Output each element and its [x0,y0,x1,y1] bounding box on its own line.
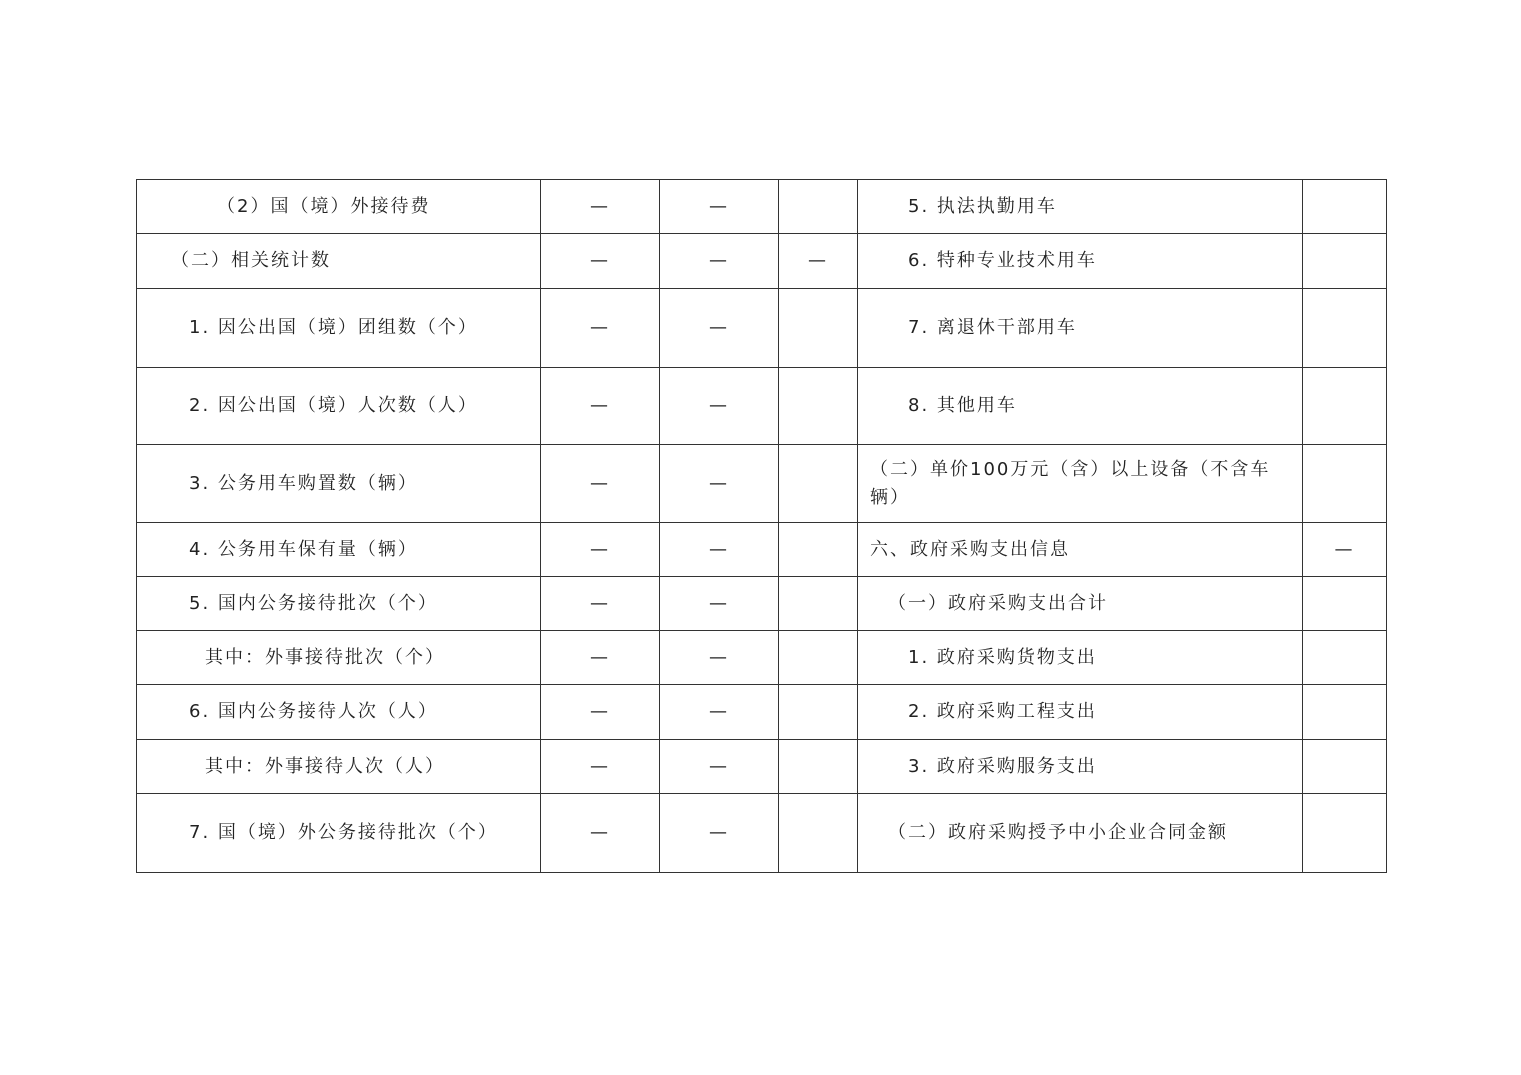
left-label-cell: 4. 公务用车保有量（辆） [137,523,541,577]
empty-cell [1303,794,1387,873]
right-label-cell: 6. 特种专业技术用车 [858,234,1303,289]
dash-cell: — [541,794,660,873]
empty-cell [1303,685,1387,740]
dash-cell: — [1303,523,1387,577]
table-row [137,523,1387,577]
statistics-table [136,179,1387,873]
table-row [137,685,1387,740]
table-row [137,180,1387,234]
dash-cell: — [660,368,779,445]
table-row [137,577,1387,631]
dash-cell: — [541,180,660,234]
left-label-cell: 6. 国内公务接待人次（人） [137,685,541,740]
dash-cell: — [541,631,660,685]
right-label-cell: 8. 其他用车 [858,368,1303,445]
dash-cell: — [541,685,660,740]
dash-cell: — [541,445,660,523]
empty-cell [1303,631,1387,685]
empty-cell [779,523,858,577]
dash-cell: — [660,685,779,740]
empty-cell [779,180,858,234]
dash-cell: — [541,368,660,445]
empty-cell [1303,577,1387,631]
table-row [137,740,1387,794]
empty-cell [779,289,858,368]
left-label-cell: 3. 公务用车购置数（辆） [137,445,541,523]
table-row [137,289,1387,368]
dash-cell: — [660,523,779,577]
dash-cell: — [660,180,779,234]
empty-cell [1303,740,1387,794]
table-row [137,631,1387,685]
empty-cell [1303,289,1387,368]
table-row [137,794,1387,873]
empty-cell [1303,234,1387,289]
left-label-cell: 2. 因公出国（境）人次数（人） [137,368,541,445]
empty-cell [779,368,858,445]
empty-cell [779,685,858,740]
table-row [137,445,1387,523]
table-row [137,234,1387,289]
right-label-cell: 1. 政府采购货物支出 [858,631,1303,685]
left-label-cell: 7. 国（境）外公务接待批次（个） [137,794,541,873]
dash-cell: — [660,289,779,368]
left-label-cell: 1. 因公出国（境）团组数（个） [137,289,541,368]
dash-cell: — [541,289,660,368]
right-label-cell: 7. 离退休干部用车 [858,289,1303,368]
left-label-cell: 其中：外事接待人次（人） [137,740,541,794]
dash-cell: — [541,740,660,794]
right-label-cell: （一）政府采购支出合计 [858,577,1303,631]
dash-cell: — [541,523,660,577]
empty-cell [779,445,858,523]
left-label-cell: 5. 国内公务接待批次（个） [137,577,541,631]
table-row [137,368,1387,445]
right-label-cell: 3. 政府采购服务支出 [858,740,1303,794]
right-label-cell: 2. 政府采购工程支出 [858,685,1303,740]
empty-cell [779,740,858,794]
dash-cell: — [660,794,779,873]
left-label-cell: （二）相关统计数 [137,234,541,289]
empty-cell [779,577,858,631]
empty-cell [1303,445,1387,523]
empty-cell [779,794,858,873]
right-label-cell: （二）单价100万元（含）以上设备（不含车辆） [858,445,1303,523]
dash-cell: — [660,234,779,289]
dash-cell: — [660,631,779,685]
dash-cell: — [660,445,779,523]
left-label-cell: 其中：外事接待批次（个） [137,631,541,685]
dash-cell: — [541,234,660,289]
dash-cell: — [660,740,779,794]
right-label-cell: 5. 执法执勤用车 [858,180,1303,234]
dash-cell: — [660,577,779,631]
empty-cell [779,631,858,685]
dash-cell: — [541,577,660,631]
dash-cell: — [779,234,858,289]
right-label-cell: 六、政府采购支出信息 [858,523,1303,577]
right-label-cell: （二）政府采购授予中小企业合同金额 [858,794,1303,873]
left-label-cell: （2）国（境）外接待费 [137,180,541,234]
empty-cell [1303,180,1387,234]
empty-cell [1303,368,1387,445]
